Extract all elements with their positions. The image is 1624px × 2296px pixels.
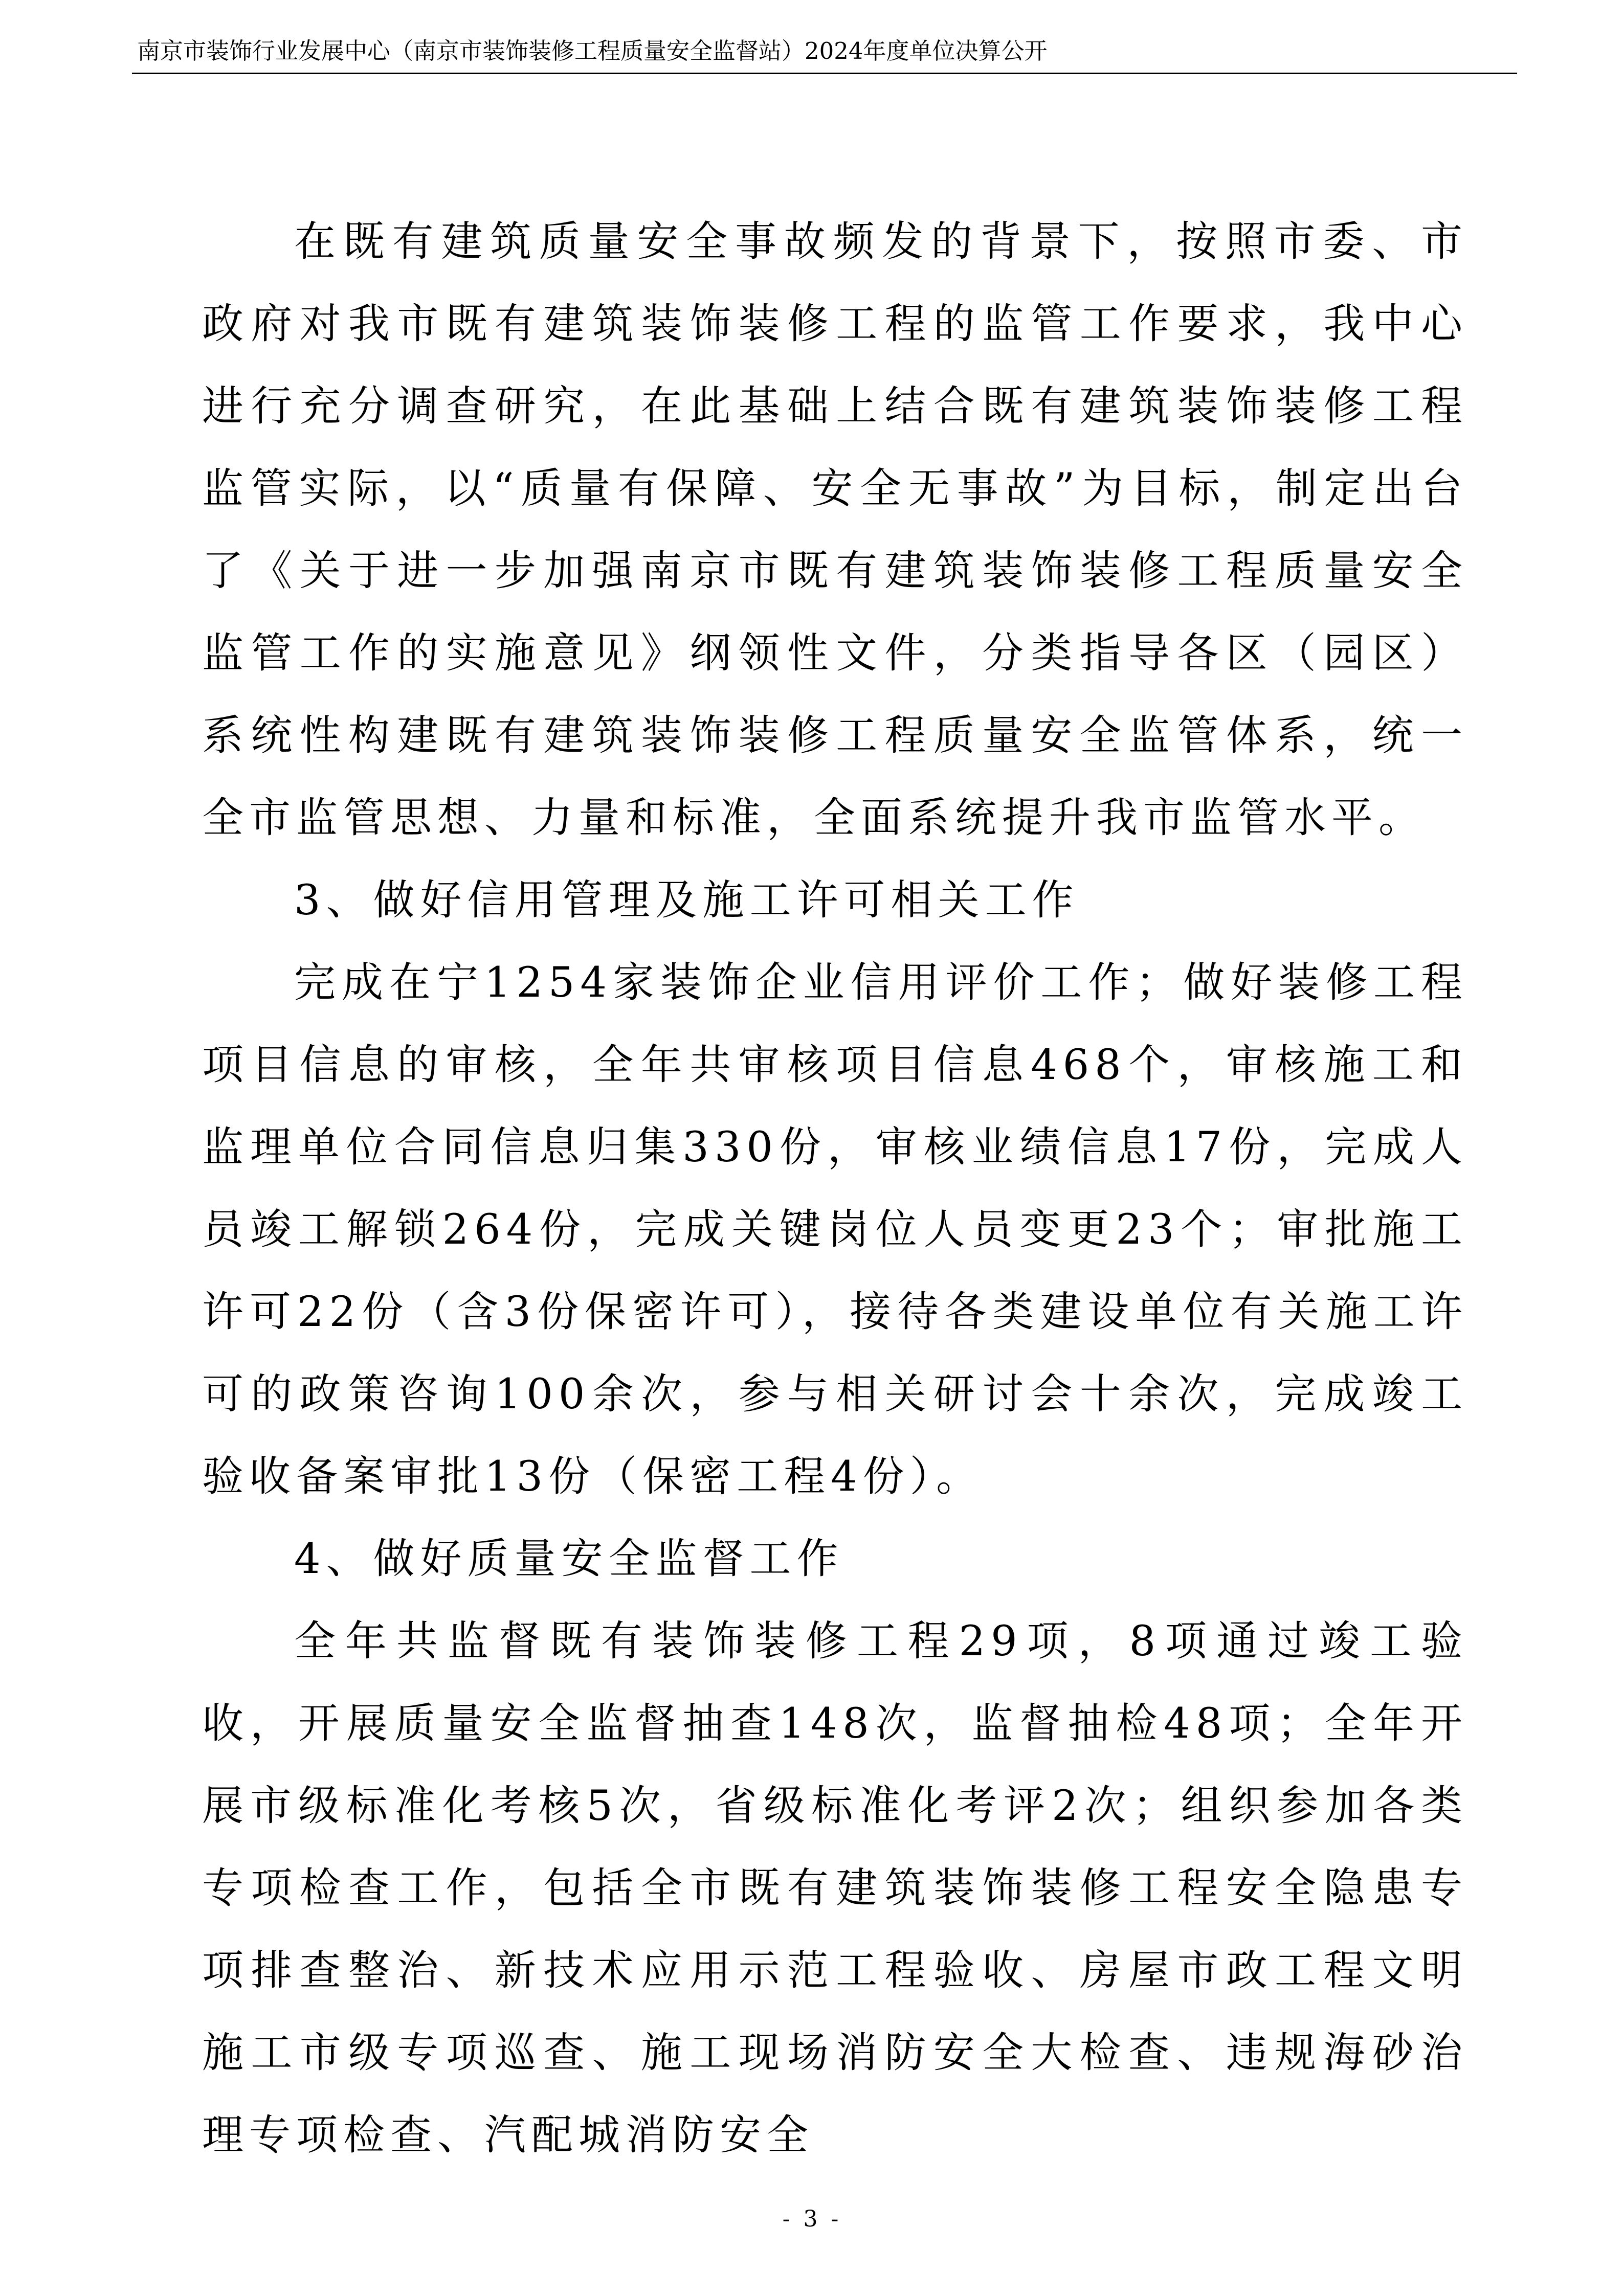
paragraph-quality-safety: 全年共监督既有装饰装修工程29项，8项通过竣工验收，开展质量安全监督抽查148次，监督抽检48项；全年开展市级标准化考核5次，省级标准化考评2次；组织参加各类专项检查工作，包括全市既有建筑装饰装修工程安全隐患专项排查整治、新技术应用示范工程验收、房屋市政工程文明施工市级专项巡查、施工现场消防安全大检查、违规海砂治理专项检查、汽配城消防安全 bbox=[202, 1617, 1468, 2159]
body-content bbox=[202, 201, 1468, 2177]
paragraph-supervision-policy: 在既有建筑质量安全事故频发的背景下，按照市委、市政府对我市既有建筑装饰装修工程的监管工作要求，我中心进行充分调查研究，在此基础上结合既有建筑装饰装修工程监管实际，以“质量有保障、安全无事故”为目标，制定出台了《关于进一步加强南京市既有建筑装饰装修工程质量安全监管工作的实施意见》纲领性文件，分类指导各区（园区）系统性构建既有建筑装饰装修工程质量安全监管体系，统一全市监管思想、力量和标准，全面系统提升我市监管水平。 bbox=[202, 218, 1468, 842]
section-heading-credit-management: 3、做好信用管理及施工许可相关工作 bbox=[294, 876, 1079, 925]
header-divider bbox=[132, 73, 1517, 74]
page-number: - 3 - bbox=[782, 2206, 842, 2232]
section-heading-quality-safety: 4、做好质量安全监督工作 bbox=[294, 1535, 844, 1583]
paragraph-credit-management: 完成在宁1254家装饰企业信用评价工作；做好装修工程项目信息的审核，全年共审核项目信息468个，审核施工和监理单位合同信息归集330份，审核业绩信息17份，完成人员竣工解锁264份，完成关键岗位人员变更23个；审批施工许可22份（含3份保密许可），接待各类建设单位有关施工许可的政策咨询100余次，参与相关研讨会十余次，完成竣工验收备案审批13份（保密工程4份）。 bbox=[202, 959, 1468, 1501]
page-header-title: 南京市装饰行业发展中心（南京市装饰装修工程质量安全监督站）2024年度单位决算公开 bbox=[137, 37, 1048, 64]
